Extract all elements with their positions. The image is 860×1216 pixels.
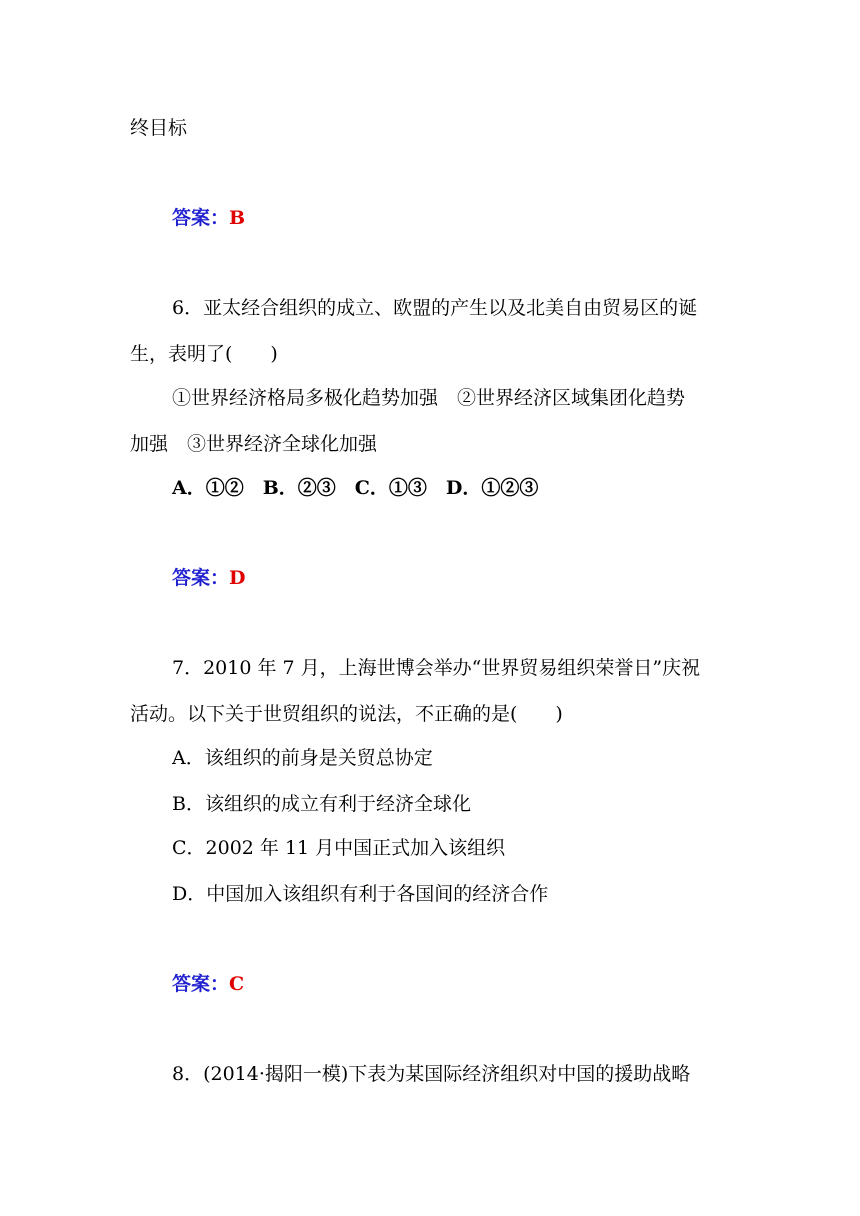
answer-label: 答案： <box>172 567 230 589</box>
answer-value: D <box>229 567 246 589</box>
question-8-line-1: 8．(2014·揭阳一模)下表为某国际经济组织对中国的援助战略 <box>172 1063 691 1085</box>
text-line: 终目标 <box>130 117 188 139</box>
question-6-line-1: 6．亚太经合组织的成立、欧盟的产生以及北美自由贸易区的诞 <box>172 297 698 319</box>
answer-label: 答案： <box>172 207 230 229</box>
answer-value: C <box>229 973 245 995</box>
question-6-line-4: 加强 ③世界经济全球化加强 <box>130 433 378 455</box>
answer-7 <box>172 972 244 996</box>
question-7-option-b: B．该组织的成立有利于经济全球化 <box>172 793 471 815</box>
question-7-line-2: 活动。以下关于世贸组织的说法，不正确的是( ) <box>130 703 563 725</box>
question-6-line-3: ①世界经济格局多极化趋势加强 ②世界经济区域集团化趋势 <box>172 387 686 409</box>
question-7-line-1: 7．2010 年 7 月，上海世博会举办“世界贸易组织荣誉日”庆祝 <box>172 657 701 679</box>
answer-value: B <box>229 207 246 229</box>
answer-5 <box>172 206 245 230</box>
answer-label: 答案： <box>172 973 230 995</box>
answer-6 <box>172 566 246 590</box>
question-7-option-c: C．2002 年 11 月中国正式加入该组织 <box>172 837 506 859</box>
question-7-option-a: A．该组织的前身是关贸总协定 <box>172 747 433 769</box>
question-7-option-d: D．中国加入该组织有利于各国间的经济合作 <box>172 883 549 905</box>
question-6-options: A．①② B．②③ C．①③ D．①②③ <box>172 477 539 499</box>
question-6-line-2: 生，表明了( ) <box>130 343 278 365</box>
